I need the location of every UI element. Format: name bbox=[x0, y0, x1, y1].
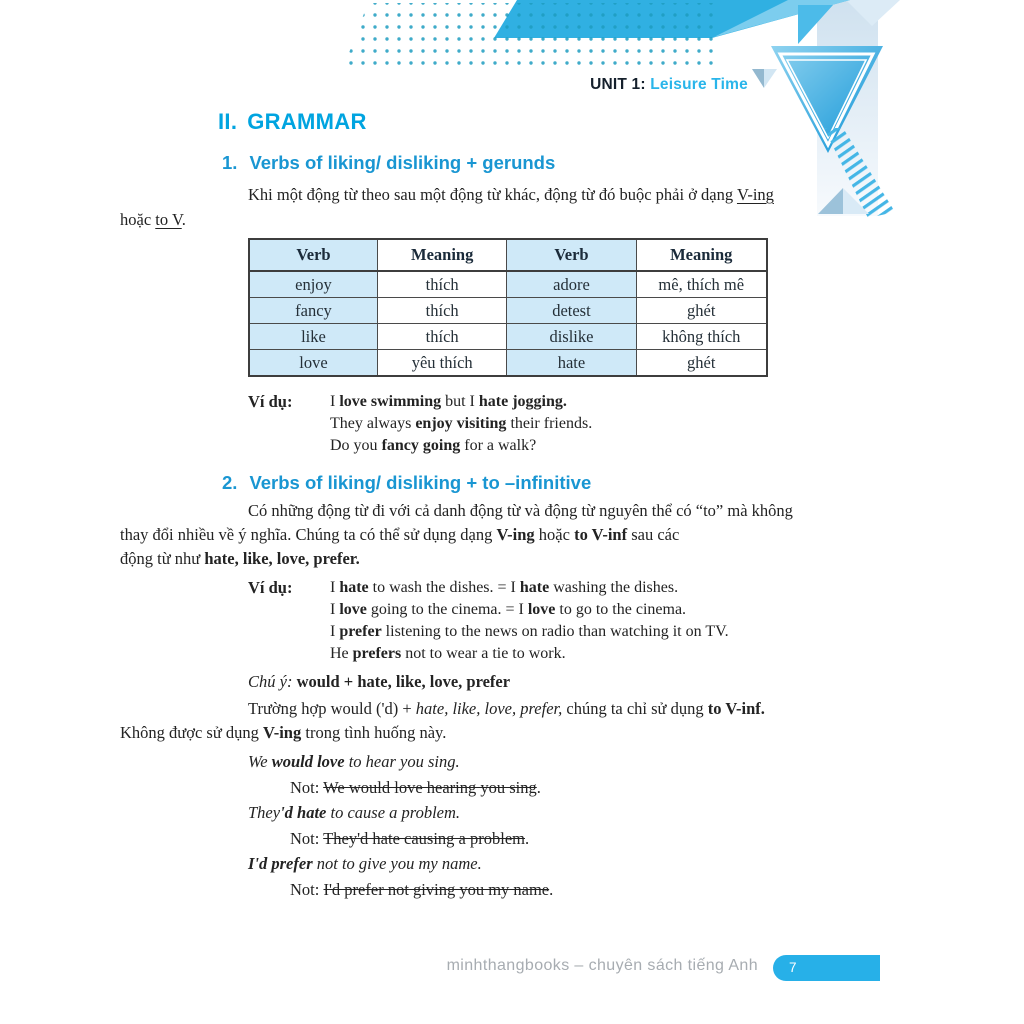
text-run: hoặc bbox=[534, 525, 575, 544]
text-run: trong tình huống này. bbox=[301, 723, 447, 742]
text-run: Do you bbox=[330, 437, 382, 454]
text-run: would love bbox=[271, 752, 345, 771]
text-run: to cause a problem. bbox=[326, 803, 461, 822]
example-line bbox=[330, 643, 729, 665]
text-run: We would love hearing you sing bbox=[323, 777, 537, 797]
text-run: hate, like, love, prefer. bbox=[204, 549, 360, 568]
table-cell: yêu thích bbox=[377, 350, 506, 377]
table-cell: fancy bbox=[249, 298, 377, 324]
text-run: V-ing bbox=[736, 185, 774, 204]
example-lines bbox=[330, 391, 592, 457]
text-run: to hear you sing. bbox=[344, 752, 460, 771]
unit-label: UNIT 1: bbox=[590, 76, 646, 93]
table-cell: enjoy bbox=[249, 271, 377, 298]
verb-meaning-table bbox=[248, 238, 768, 377]
example-line bbox=[330, 391, 592, 413]
table-cell: thích bbox=[377, 271, 506, 298]
text-run: V-ing bbox=[263, 723, 302, 742]
text-run: I bbox=[330, 601, 340, 618]
correct-example bbox=[248, 800, 816, 826]
text-run: but I bbox=[441, 393, 479, 410]
text-run: not to give you my name. bbox=[312, 854, 482, 873]
table-cell: love bbox=[249, 350, 377, 377]
table-header-cell: Verb bbox=[507, 239, 636, 271]
example-lines bbox=[330, 577, 729, 665]
text-run: I bbox=[330, 393, 340, 410]
text-run: not to wear a tie to work. bbox=[401, 645, 566, 662]
text-run: He bbox=[330, 645, 353, 662]
text-run: hate, like, love, prefer, bbox=[415, 699, 563, 718]
page-content bbox=[120, 108, 816, 902]
table-header-cell: Meaning bbox=[636, 239, 767, 271]
text-run: love swimming bbox=[339, 393, 442, 410]
unit-title: Leisure Time bbox=[650, 76, 748, 93]
text-run: . bbox=[525, 828, 530, 848]
text-run: hate bbox=[519, 579, 550, 596]
text-run: to V-inf bbox=[574, 525, 628, 544]
table-cell: không thích bbox=[636, 324, 767, 350]
unit-marker-triangle-left bbox=[752, 69, 764, 88]
bottom-pale-triangle-left bbox=[818, 188, 843, 214]
text-run: We bbox=[248, 752, 272, 771]
table-cell: dislike bbox=[507, 324, 636, 350]
section-1-paragraph bbox=[120, 182, 816, 232]
text-run: their friends. bbox=[506, 415, 593, 432]
bottom-pale-triangle-right bbox=[843, 188, 869, 214]
section-2-paragraph-2 bbox=[120, 697, 816, 745]
correct-example bbox=[248, 851, 816, 877]
text-run: V-ing bbox=[496, 525, 535, 544]
text-run: to V bbox=[155, 210, 182, 229]
grammar-heading-number: II. bbox=[218, 109, 238, 134]
text-run: love bbox=[527, 601, 556, 618]
top-banner-shape bbox=[494, 0, 850, 38]
table-header-row bbox=[249, 239, 767, 271]
table-cell: hate bbox=[507, 350, 636, 377]
example-block-2 bbox=[248, 577, 816, 665]
hatch-stripes-decoration bbox=[824, 128, 895, 218]
text-run: hoặc bbox=[120, 210, 156, 229]
text-run: to go to the cinema. bbox=[555, 601, 687, 618]
band-cyan-triangle bbox=[798, 5, 833, 44]
text-run: I bbox=[330, 623, 340, 640]
text-run: love bbox=[339, 601, 367, 618]
page-number: 7 bbox=[789, 960, 797, 975]
text-run: Chú ý: bbox=[248, 672, 293, 691]
text-run: enjoy visiting bbox=[415, 415, 507, 432]
incorrect-example bbox=[290, 877, 816, 903]
table-cell: thích bbox=[377, 298, 506, 324]
text-run: . bbox=[181, 210, 186, 229]
text-run: going to the cinema. = I bbox=[366, 601, 528, 618]
table-cell: mê, thích mê bbox=[636, 271, 767, 298]
text-run: I'd prefer not giving you my name bbox=[323, 879, 550, 899]
incorrect-example bbox=[290, 775, 816, 801]
example-line bbox=[330, 413, 592, 435]
dot-grid-decoration bbox=[344, 3, 714, 66]
example-label: Ví dụ: bbox=[248, 392, 293, 411]
table-cell: adore bbox=[507, 271, 636, 298]
text-run: động từ như bbox=[120, 549, 205, 568]
text-run: would + hate, like, love, prefer bbox=[296, 672, 511, 691]
table-row bbox=[249, 350, 767, 377]
text-run: Trường hợp would ('d) + bbox=[248, 699, 416, 718]
top-banner-highlight bbox=[714, 0, 850, 37]
table-cell: thích bbox=[377, 324, 506, 350]
text-run: . bbox=[536, 777, 541, 797]
text-run: to V-inf. bbox=[707, 699, 765, 718]
text-run: prefers bbox=[352, 645, 402, 662]
table-header-cell: Meaning bbox=[377, 239, 506, 271]
example-label: Ví dụ: bbox=[248, 578, 293, 597]
grammar-heading bbox=[218, 108, 816, 136]
side-band-decoration bbox=[817, 0, 878, 216]
text-run: Có những động từ đi với cả danh động từ và động từ nguyên thể có “to” mà không bbox=[248, 501, 793, 520]
usage-pairs bbox=[120, 749, 816, 902]
example-line bbox=[330, 599, 729, 621]
table-cell: ghét bbox=[636, 298, 767, 324]
section-2-title: Verbs of liking/ disliking + to –infinitive bbox=[249, 472, 592, 493]
example-line bbox=[330, 577, 729, 599]
text-run: They'd hate causing a problem bbox=[323, 828, 525, 848]
footer-text: minhthangbooks – chuyên sách tiếng Anh bbox=[446, 957, 758, 974]
text-run: They always bbox=[330, 415, 416, 432]
text-run: chúng ta chỉ sử dụng bbox=[562, 699, 708, 718]
grammar-heading-text: GRAMMAR bbox=[247, 109, 367, 134]
section-2-heading bbox=[222, 471, 816, 495]
text-run: prefer bbox=[339, 623, 382, 640]
text-run: Không được sử dụng bbox=[120, 723, 264, 742]
section-2-number: 2. bbox=[222, 472, 238, 493]
text-run: thay đổi nhiều về ý nghĩa. Chúng ta có thể sử dụng dạng bbox=[120, 525, 497, 544]
text-run: sau các bbox=[627, 525, 680, 544]
table-cell: detest bbox=[507, 298, 636, 324]
correct-example bbox=[248, 749, 816, 775]
section-1-number: 1. bbox=[222, 152, 238, 173]
text-run: Not: bbox=[290, 879, 324, 899]
text-run: washing the dishes. bbox=[549, 579, 679, 596]
text-run: Not: bbox=[290, 828, 324, 848]
example-line bbox=[330, 435, 592, 457]
table-cell: like bbox=[249, 324, 377, 350]
section-2-paragraph bbox=[120, 499, 816, 571]
text-run: for a walk? bbox=[460, 437, 537, 454]
incorrect-example bbox=[290, 826, 816, 852]
text-run: hate bbox=[339, 579, 369, 596]
unit-marker-triangle-right bbox=[764, 69, 777, 88]
page-number-badge bbox=[773, 955, 880, 981]
text-run: I bbox=[330, 579, 340, 596]
unit-heading bbox=[520, 76, 748, 94]
table-header-cell: Verb bbox=[249, 239, 377, 271]
pale-corner-triangle bbox=[846, 0, 900, 26]
table-row bbox=[249, 271, 767, 298]
section-1-title: Verbs of liking/ disliking + gerunds bbox=[249, 152, 556, 173]
text-run: They bbox=[248, 803, 281, 822]
section-1-heading bbox=[222, 151, 816, 175]
text-run: hate jogging. bbox=[478, 393, 567, 410]
note-line bbox=[248, 671, 816, 693]
example-line bbox=[330, 621, 729, 643]
table-cell: ghét bbox=[636, 350, 767, 377]
text-run: Khi một động từ theo sau một động từ khác, động từ đó buộc phải ở dạng bbox=[248, 185, 737, 204]
text-run: listening to the news on radio than watching it on TV. bbox=[381, 623, 729, 640]
text-run: I'd prefer bbox=[248, 854, 313, 873]
text-run: fancy going bbox=[381, 437, 461, 454]
text-run: 'd hate bbox=[280, 803, 327, 822]
text-run: Not: bbox=[290, 777, 324, 797]
table-row bbox=[249, 324, 767, 350]
text-run: to wash the dishes. = I bbox=[368, 579, 520, 596]
table-row bbox=[249, 298, 767, 324]
text-run: . bbox=[549, 879, 554, 899]
example-block-1 bbox=[248, 391, 816, 457]
